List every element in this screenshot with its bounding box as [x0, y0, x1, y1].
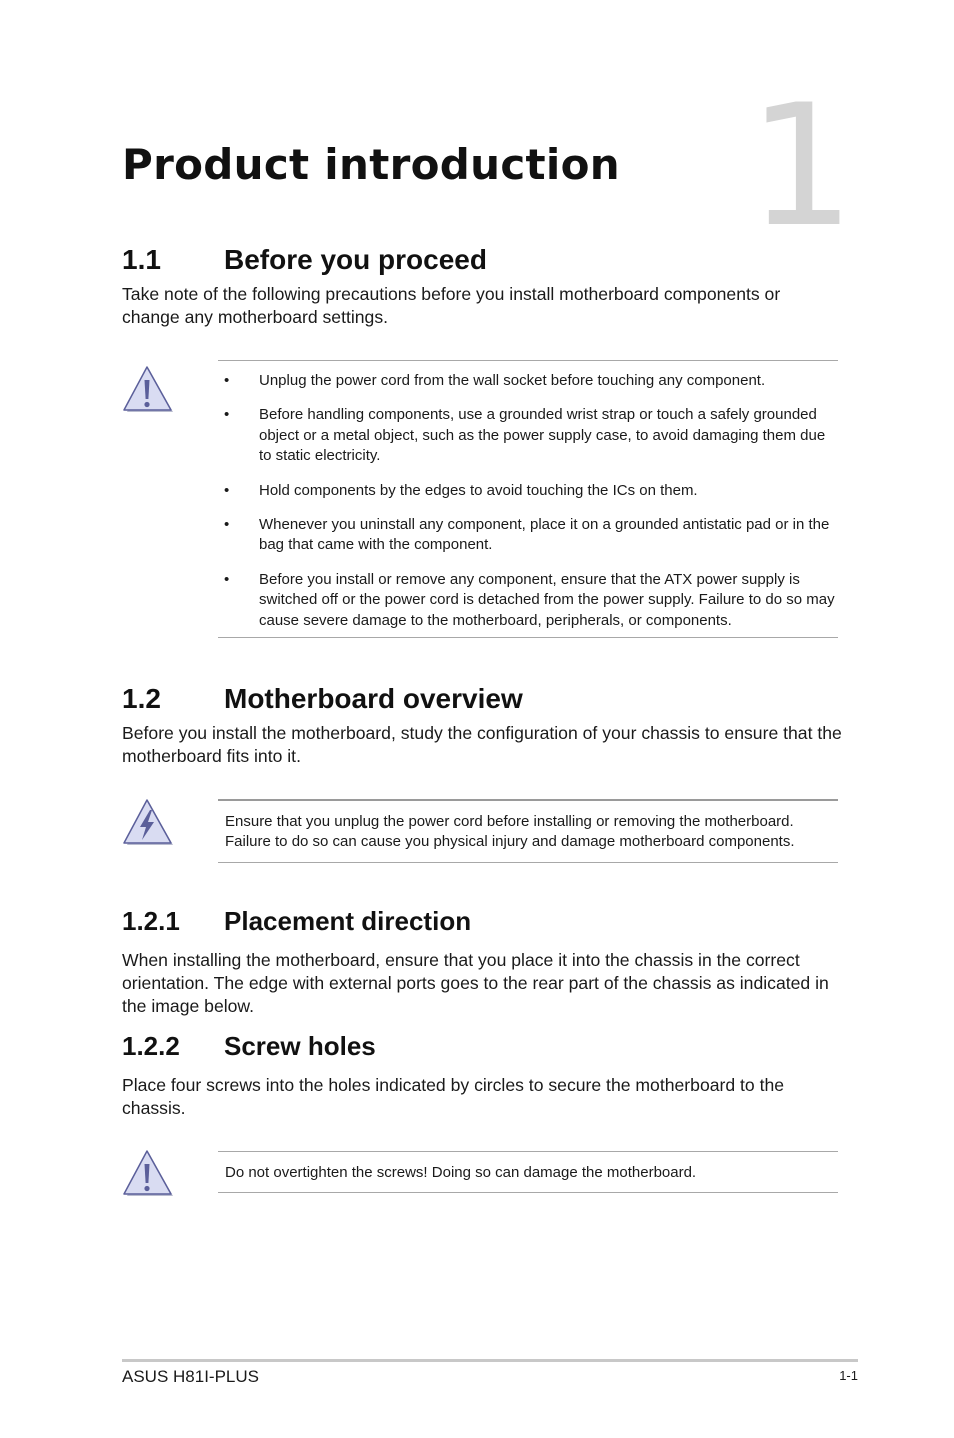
- bullet: •: [224, 570, 230, 588]
- list-item: [218, 515, 838, 556]
- chapter-number: 1: [748, 68, 855, 264]
- footer-rule: [122, 1359, 858, 1362]
- list-item-text: Before you install or remove any component, ensure that the ATX power supply is switched off or the power cord is detached from the power supply. Failure to do so may cause severe damage to the motherboard, peripherals, or components.: [259, 570, 835, 629]
- list-item-text: Before handling components, use a grounded wrist strap or touch a safely grounded object or a metal object, such as the power supply case, to avoid damaging them due to static electricity.: [259, 406, 826, 465]
- section-title: Before you proceed: [224, 244, 487, 275]
- section-title: Placement direction: [224, 906, 472, 936]
- list-item-text: Whenever you uninstall any component, place it on a grounded antistatic pad or in the bag that came with the component.: [259, 516, 830, 554]
- caution-text: Do not overtighten the screws! Doing so can damage the motherboard.: [225, 1164, 697, 1181]
- section-title: Screw holes: [224, 1031, 376, 1061]
- warning-box-1-2: [218, 799, 838, 863]
- warning-lightning-icon: [122, 799, 174, 847]
- section-number: 1.2.2: [122, 1031, 180, 1061]
- caution-box-1-2-2: [218, 1151, 838, 1193]
- bullet: •: [224, 372, 230, 389]
- bullet: •: [224, 516, 230, 534]
- section-number: 1.1: [122, 244, 161, 275]
- section-intro-1-2: Before you install the motherboard, study the configuration of your chassis to ensure that the motherboard fits into it.: [122, 723, 842, 766]
- footer-page-number: 1-1: [839, 1368, 858, 1383]
- section-intro-1-1: Take note of the following precautions before you install motherboard components or change any motherboard settings.: [122, 284, 781, 327]
- list-item: [218, 371, 838, 391]
- footer-product-name: ASUS H81I-PLUS: [122, 1367, 259, 1386]
- warning-text: Ensure that you unplug the power cord before installing or removing the motherboard. Failure to do so can cause you physical injury and damage motherboard components.: [225, 813, 795, 851]
- caution-exclamation-icon: [122, 1150, 174, 1198]
- list-item-text: Hold components by the edges to avoid touching the ICs on them.: [259, 481, 698, 499]
- section-heading-1-2-2: [122, 1031, 376, 1061]
- caution-exclamation-icon: [122, 366, 174, 414]
- list-item: [218, 481, 838, 501]
- bullet: •: [224, 406, 230, 424]
- section-title: Motherboard overview: [224, 683, 523, 714]
- list-item: [218, 570, 838, 631]
- list-item: [218, 405, 838, 466]
- section-number: 1.2.1: [122, 906, 180, 936]
- section-heading-1-1: [122, 244, 487, 276]
- section-heading-1-2: [122, 683, 523, 715]
- section-body-1-2-1: When installing the motherboard, ensure that you place it into the chassis in the correct orientation. The edge with external ports goes to the rear part of the chassis as indicated in the image below.: [122, 950, 829, 1016]
- list-item-text: Unplug the power cord from the wall socket before touching any component.: [259, 372, 766, 389]
- caution-list: [218, 361, 838, 637]
- section-number: 1.2: [122, 683, 161, 714]
- bullet: •: [224, 481, 230, 499]
- section-body-1-2-2: Place four screws into the holes indicated by circles to secure the motherboard to the chassis.: [122, 1075, 785, 1118]
- chapter-title: Product introduction: [122, 140, 620, 189]
- section-heading-1-2-1: [122, 906, 471, 936]
- caution-box-1-1: [218, 360, 838, 638]
